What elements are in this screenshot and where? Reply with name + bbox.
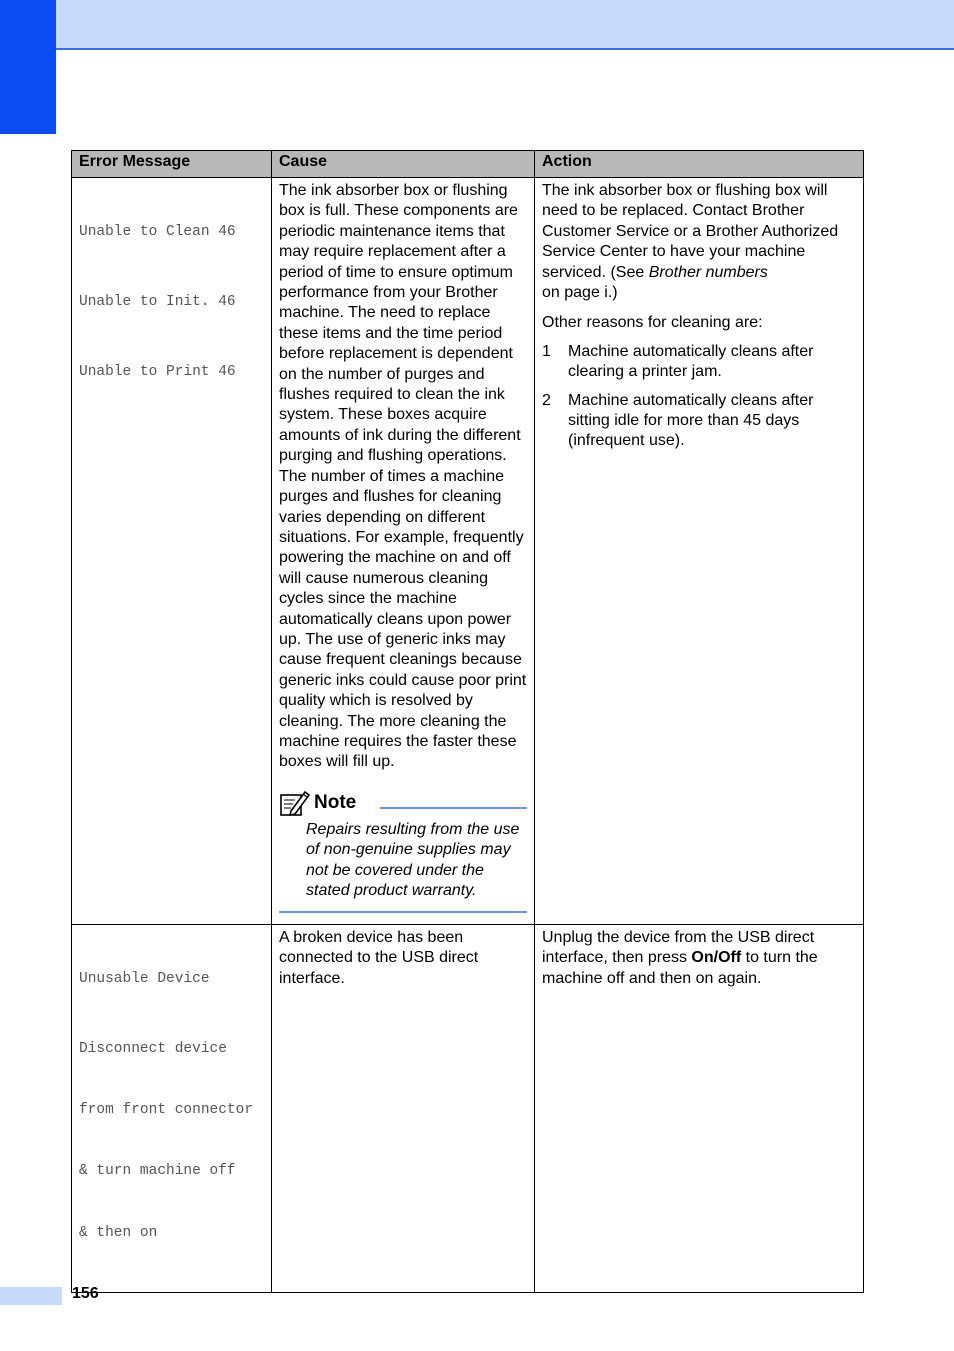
table-row (72, 925, 864, 1293)
column-header-cause: Cause (272, 151, 535, 178)
list-number: 2 (542, 391, 551, 409)
chapter-tab (0, 0, 56, 134)
action-text-part: on page i.) (542, 284, 618, 302)
column-header-error-message: Error Message (72, 151, 272, 178)
action-cell (535, 925, 864, 1293)
cause-text: A broken device has been connected to the USB direct interface. (279, 929, 479, 987)
list-item (542, 342, 856, 383)
cause-text: The ink absorber box or flushing box is full. These components are periodic maintenance items that may require replacement after a period of time to ensure optimum performance from your Brother machine. The need to replace these items and the time period before replacement is dependent on the number of purges and flushes required to clean the ink system. These boxes acquire amounts of ink during the different purging and flushing operations. The number of times a machine purges and flushes for cleaning varies depending on different situations. For example, frequently powering the machine on and off will cause numerous cleaning cycles since the machine automatically cleans upon power up. The use of generic inks may cause frequent cleanings because generic inks could cause poor print quality which is resolved by cleaning. The more cleaning the machine requires the faster these boxes will fill up. (279, 182, 527, 771)
action-text (542, 181, 856, 303)
table-row (72, 178, 864, 925)
error-message-text: from front connector (79, 1102, 254, 1119)
list-text: Machine automatically cleans after sitting idle for more than 45 days (infrequent use). (568, 391, 814, 450)
list-item (542, 391, 856, 452)
error-message-text: Unusable Device (79, 970, 210, 987)
action-text-part: Unplug the device from the USB direct interface, then press (542, 929, 815, 967)
action-other-reasons: Other reasons for cleaning are: (542, 314, 763, 332)
column-header-action: Action (535, 151, 864, 178)
page-number: 156 (72, 1285, 99, 1302)
error-message-cell (72, 178, 272, 925)
note-rule (380, 807, 527, 809)
error-message-text: & then on (79, 1224, 158, 1241)
action-text-part: The ink absorber box or flushing box will need to be replaced. Contact Brother Customer Service or a Brother Authorized Service Center to have your machine serviced. (See (542, 182, 839, 281)
error-message-cell (72, 925, 272, 1293)
list-number: 1 (542, 342, 551, 360)
table-header-row (72, 151, 864, 178)
error-table (71, 150, 864, 1293)
list-text: Machine automatically cleans after clearing a printer jam. (568, 342, 814, 381)
note-pencil-icon (279, 789, 311, 817)
note-text: Repairs resulting from the use of non-genuine supplies may not be covered under the stated product warranty. (306, 820, 520, 899)
header-band (56, 0, 954, 50)
cleaning-reasons-list (542, 342, 856, 452)
page-tab (0, 1287, 62, 1305)
cause-cell (272, 925, 535, 1293)
error-message-text: Disconnect device (79, 1041, 227, 1058)
action-cell (535, 178, 864, 925)
error-message-text: Unable to Clean 46 (79, 223, 236, 240)
note-bottom-rule (279, 911, 527, 913)
cause-cell (272, 178, 535, 925)
action-reference-italic: Brother numbers (648, 263, 768, 281)
note-label: Note (314, 791, 357, 813)
note-box (279, 789, 527, 914)
error-message-text: Unable to Print 46 (79, 364, 236, 381)
on-off-key-label: On/Off (691, 949, 742, 967)
action-text-part: to turn the machine off and then on again. (542, 949, 818, 987)
error-message-text: & turn machine off (79, 1163, 236, 1180)
action-text (542, 928, 856, 989)
error-message-text: Unable to Init. 46 (79, 294, 236, 311)
